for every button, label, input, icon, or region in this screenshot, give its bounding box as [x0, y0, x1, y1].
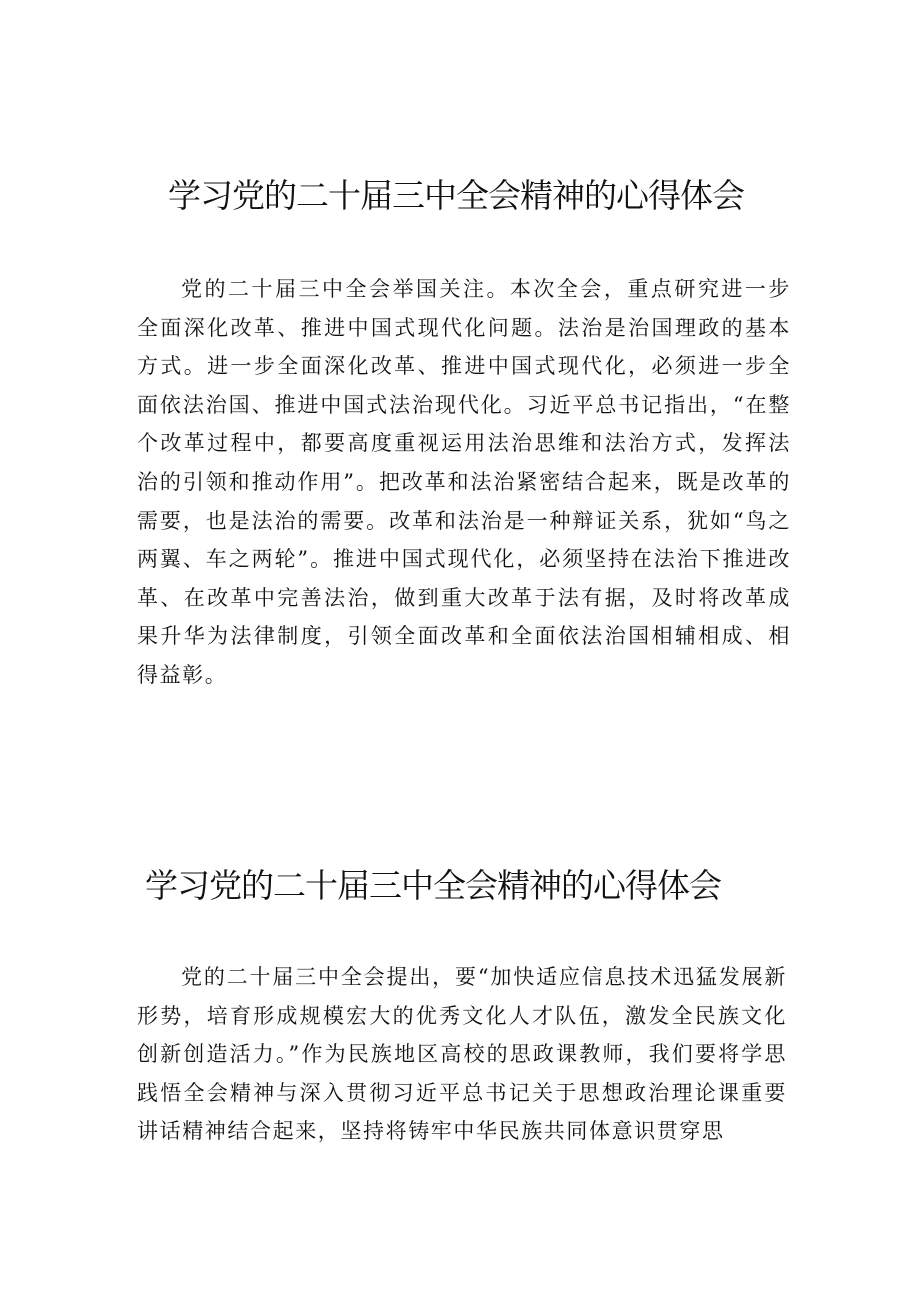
section-2-title: 学习党的二十届三中全会精神的心得体会: [145, 866, 721, 905]
section-2-paragraph: 党的二十届三中全会提出，要“加快适应信息技术迅猛发展新形势，培育形成规模宏大的优秀文化人才队伍，激发全民族文化创新创造活力。”作为民族地区高校的思政课教师，我们要将学思践悟全会精神与深入贯彻习近平总书记关于思想政治理论课重要讲话精神结合起来，坚持将铸牢中华民族共同体意识贯穿思: [137, 965, 787, 1144]
section-1-title: 学习党的二十届三中全会精神的心得体会: [168, 176, 744, 215]
section-1-paragraph: 党的二十届三中全会举国关注。本次全会，重点研究进一步全面深化改革、推进中国式现代化问题。法治是治国理政的基本方式。进一步全面深化改革、推进中国式现代化，必须进一步全面依法治国、推进中国式法治现代化。习近平总书记指出，“在整个改革过程中，都要高度重视运用法治思维和法治方式，发挥法治的引领和推动作用”。把改革和法治紧密结合起来，既是改革的需要，也是法治的需要。改革和法治是一种辩证关系，犹如“鸟之两翼、车之两轮”。推进中国式现代化，必须坚持在法治下推进改革、在改革中完善法治，做到重大改革于法有据，及时将改革成果升华为法律制度，引领全面改革和全面依法治国相辅相成、相得益彰。: [137, 277, 791, 687]
